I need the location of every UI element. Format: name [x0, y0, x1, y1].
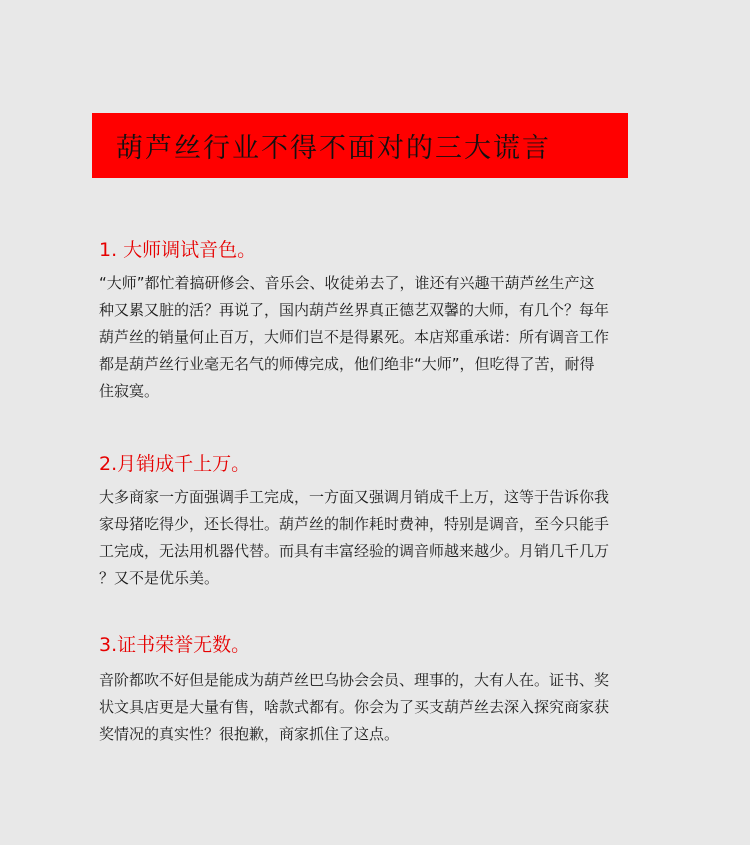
section-heading-1: 1. 大师调试音色。: [99, 239, 257, 261]
body-line: 音阶都吹不好但是能成为葫芦丝巴乌协会会员、理事的，大有人在。证书、奖: [99, 671, 610, 689]
body-line: “大师”都忙着搞研修会、音乐会、收徒弟去了，谁还有兴趣干葫芦丝生产这: [99, 274, 595, 292]
body-line: 种又累又脏的活？再说了，国内葫芦丝界真正德艺双馨的大师，有几个？每年: [99, 301, 610, 319]
section-heading-3: 3.证书荣誉无数。: [99, 634, 251, 656]
body-line: 都是葫芦丝行业毫无名气的师傅完成，他们绝非“大师”，但吃得了苦，耐得: [99, 355, 595, 373]
title-banner: [92, 113, 628, 178]
body-line: 大多商家一方面强调手工完成，一方面又强调月销成千上万，这等于告诉你我: [99, 488, 610, 506]
section-body-1: [99, 270, 647, 405]
body-line: 住寂寞。: [99, 382, 160, 400]
body-line: ？又不是优乐美。: [99, 569, 220, 587]
body-line: 状文具店更是大量有售，啥款式都有。你会为了买支葫芦丝去深入探究商家获: [99, 698, 610, 716]
body-line: 葫芦丝的销量何止百万，大师们岂不是得累死。本店郑重承诺：所有调音工作: [99, 328, 610, 346]
section-body-2: [99, 484, 647, 592]
body-line: 奖情况的真实性？很抱歉，商家抓住了这点。: [99, 725, 400, 743]
section-body-3: [99, 667, 647, 748]
body-line: 工完成，无法用机器代替。而具有丰富经验的调音师越来越少。月销几千几万: [99, 542, 610, 560]
body-line: 家母猪吃得少，还长得壮。葫芦丝的制作耗时费神，特别是调音，至今只能手: [99, 515, 610, 533]
section-heading-2: 2.月销成千上万。: [99, 453, 251, 475]
page-title: 葫芦丝行业不得不面对的三大谎言: [116, 133, 551, 164]
